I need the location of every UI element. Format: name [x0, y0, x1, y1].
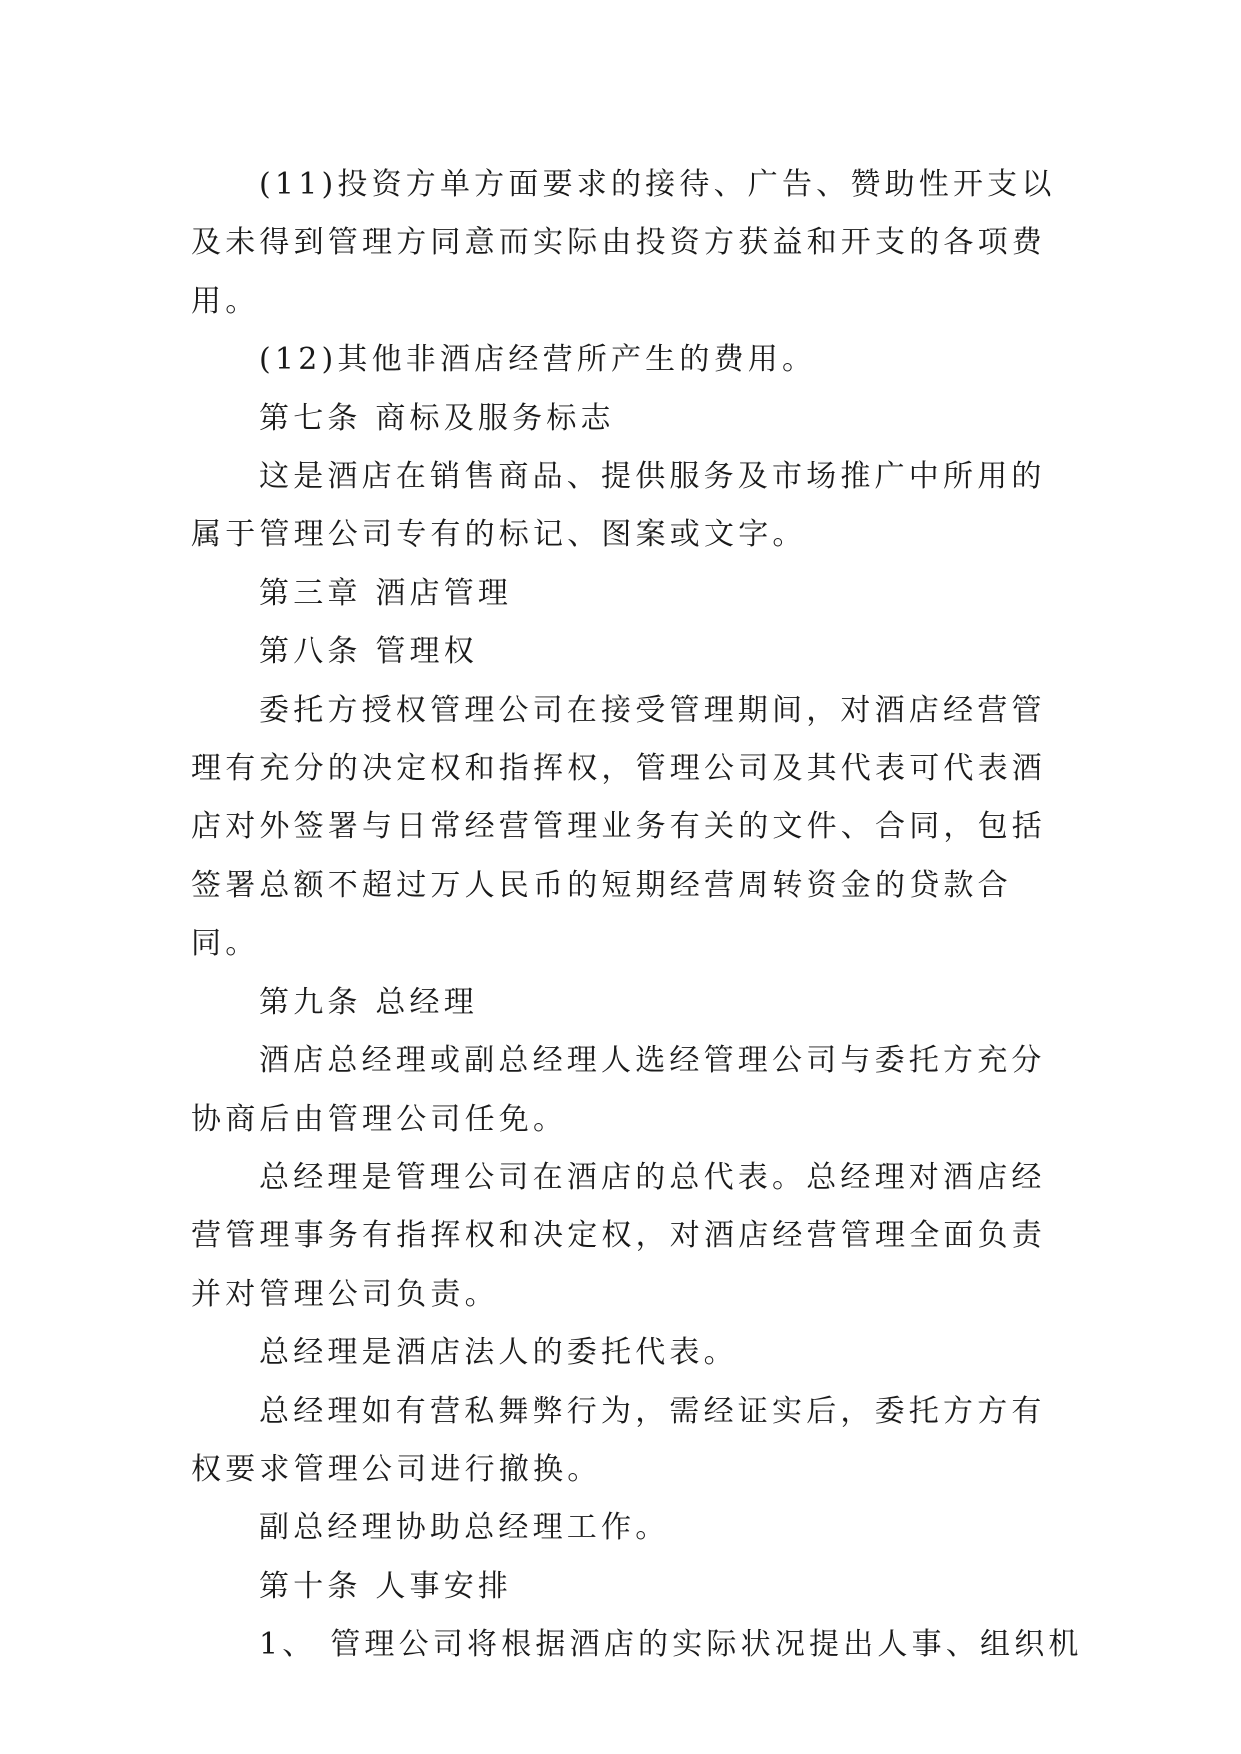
paragraph-expense-item-12: (12)其他非酒店经营所产生的费用。 — [259, 342, 817, 378]
paragraph-deputy-gm: 副总经理协助总经理工作。 — [259, 1510, 670, 1546]
paragraph-personnel-item-1: 1、 管理公司将根据酒店的实际状况提出人事、组织机 — [259, 1627, 1083, 1663]
article-10-heading: 第十条 人事安排 — [259, 1568, 513, 1604]
paragraph-gm-misconduct: 总经理如有营私舞弊行为，需经证实后，委托方方有权要求管理公司进行撤换。 — [191, 1393, 1046, 1487]
paragraph-trademark-definition: 这是酒店在销售商品、提供服务及市场推广中所用的属于管理公司专有的标记、图案或文字。 — [191, 459, 1046, 553]
document-body — [191, 156, 1083, 1675]
article-8-heading: 第八条 管理权 — [259, 634, 478, 670]
paragraph-expense-item-11: (11)投资方单方面要求的接待、广告、赞助性开支以及未得到管理方同意而实际由投资方获益和开支的各项费用。 — [191, 167, 1056, 319]
chapter-3-heading: 第三章 酒店管理 — [259, 575, 513, 611]
paragraph-gm-role: 总经理是管理公司在酒店的总代表。总经理对酒店经营管理事务有指挥权和决定权，对酒店经营管理全面负责并对管理公司负责。 — [191, 1159, 1046, 1312]
article-7-heading: 第七条 商标及服务标志 — [259, 400, 615, 436]
paragraph-management-authority: 委托方授权管理公司在接受管理期间，对酒店经营管理有充分的决定权和指挥权，管理公司及其代表可代表酒店对外签署与日常经营管理业务有关的文件、合同，包括签署总额不超过万人民币的短期经营周转资金的贷款合同。 — [191, 692, 1046, 962]
paragraph-gm-legal-representative: 总经理是酒店法人的委托代表。 — [259, 1335, 738, 1371]
paragraph-gm-appointment: 酒店总经理或副总经理人选经管理公司与委托方充分协商后由管理公司任免。 — [191, 1043, 1046, 1137]
article-9-heading: 第九条 总经理 — [259, 984, 478, 1020]
